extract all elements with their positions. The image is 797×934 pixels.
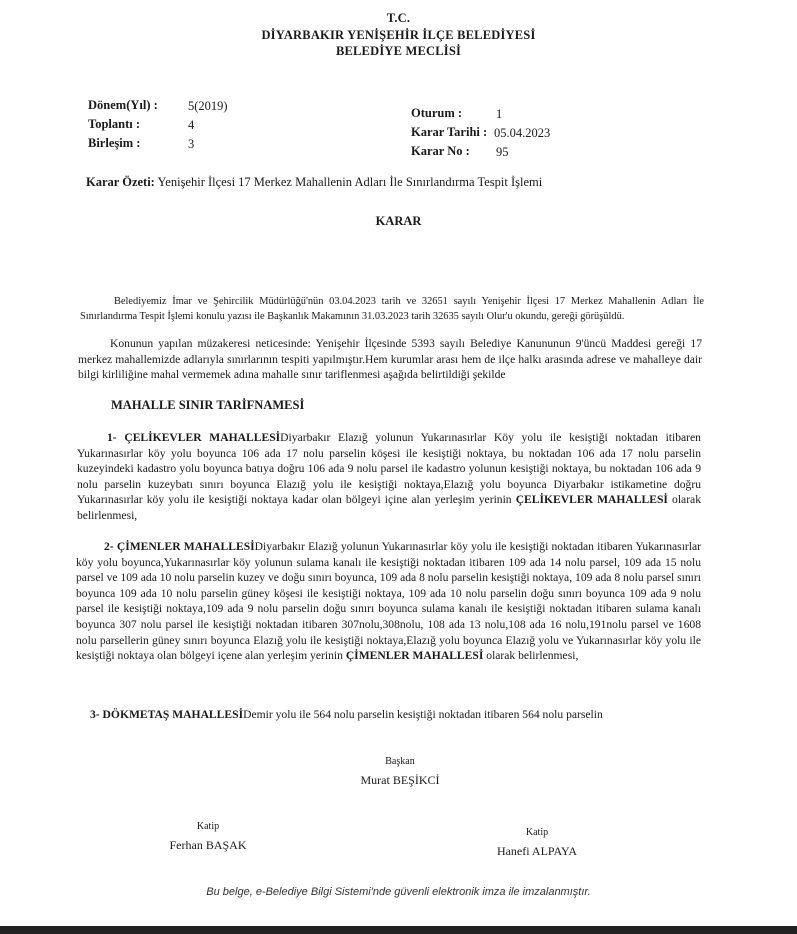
meta-session-value: 3 [188,137,195,151]
item-heading: 3- DÖKMETAŞ MAHALLESİ [90,708,244,721]
signature-role: Başkan [385,756,415,767]
e-signature-footer: Bu belge, e-Belediye Bilgi Sistemi'nde güvenli elektronik imza ile imzalanmıştır. [206,886,591,898]
signature-name: Hanefi ALPAYA [496,844,578,858]
boundary-item-celikevler [77,430,701,524]
meta-term-label: Dönem(Yıl) : [88,98,158,112]
meta-date-value: 05.04.2023 [494,126,551,140]
signature-chair [320,756,480,788]
item-text: Demir yolu ile 564 nolu parselin kesiştiği noktadan itibaren 564 nolu parselin [243,708,603,721]
item-tail: olarak belirlenmesi, [77,493,701,522]
signature-name: Murat BEŞİKCİ [360,773,440,787]
signature-clerk-2 [457,827,617,859]
header-council: BELEDİYE MECLİSİ [335,44,462,58]
bottom-bar [0,926,797,934]
boundary-item-cimenler [76,539,701,664]
signature-role: Katip [196,821,220,832]
summary-label: Karar Özeti: [86,175,155,189]
signature-clerk-1 [128,821,288,853]
signature-role: Katip [525,827,549,838]
boundary-item-dokmetas [90,707,710,723]
header-municipality: DİYARBAKIR YENİŞEHİR İLÇE BELEDİYESİ [261,28,536,42]
decision-summary [86,175,542,190]
signature-name: Ferhan BAŞAK [169,838,247,852]
item-heading: 1- ÇELİKEVLER MAHALLESİ [107,431,281,444]
meta-number-value: 95 [496,145,509,159]
summary-text: Yenişehir İlçesi 17 Merkez Mahallenin Adları İle Sınırlandırma Tespit İşlemi [157,175,543,189]
meta-sitting-value: 1 [496,107,503,121]
intro-paragraph: Belediyemiz İmar ve Şehircilik Müdürlüğü'nün 03.04.2023 tarih ve 32651 sayılı Yenişehir İlçesi 17 Merkez Mahallenin Adları İle Sınırlandırma Tespit İşlemi konulu yazısı ile Başkanlık Makamının 31.03.2023 tarih 32635 sayılı Olur'u okundu, gereği görüşüldü. [80,296,704,322]
deliberation-paragraph: Konunun yapılan müzakeresi neticesinde: Yenişehir İlçesinde 5393 sayılı Belediye Kanununun 9'üncü Maddesi gereği 17 merkez mahallemizde adlarıyla sınırlarının tespiti yapılmıştır.Hem kurumlar arası hem de ilçe halkı arasında adrese ve mahalleye dair bilgi kirliliğine mahal vermemek adına mahalle sınır tariflenmesi aşağıda belirtildiği şekilde [78,337,702,382]
item-text: Diyarbakır Elazığ yolunun Yukarınasırlar Köy yolu ile kesiştiği noktadan itibaren Yukarınasırlar köy yolu boyunca 106 ada 17 nolu parselin köşesi ile kesiştiği noktaya, bu noktadan 106 ada 17 nolu parselin kuzeyindeki kadastro yolu boyunca batıya doğru 106 ada 9 nolu parsel ile kadastro yolunun kesiştiği noktaya, bu noktadan 106 ada 9 nolu parselin kuzeybatı sınırı boyunca Elazığ yolu ile kesiştiği noktaya,Elazığ yolu boyunca Diyarbakır istikametine doğru Yukarınasırlar köy yolu ile kesiştiği noktaya kadar olan bölgeyi içine alan yerleşim yerinin [77,431,701,507]
meta-session-label: Birleşim : [88,136,141,150]
meta-number-label: Karar No : [411,144,470,158]
item-tail: olarak belirlenmesi, [486,649,579,663]
decision-title: KARAR [375,214,422,228]
meta-term-value: 5(2019) [188,99,228,113]
meta-date-label: Karar Tarihi : [411,125,488,139]
item-text: Diyarbakır Elazığ yolunun Yukarınasırlar köy yolu ile kesiştiği noktadan itibaren Yukarınasırlar köy yolu boyunca,Yukarınasırlar köy yolunun sulama kanalı ile kesiştiği noktadan itibaren 109 ada 14 nolu parsel, 109 ada 15 nolu parsel ve 109 ada 10 nolu parselin kuzey ve doğu sınırı boyunca, 109 ada 8 nolu parselin kesiştiği noktaya, 109 ada 8 nolu parsel sınırı boyunca 109 ada 10 nolu parselin güney köşesi ile kesiştiği noktaya, 109 ada 10 nolu parselin doğu sınırı boyunca 109 ada 9 nolu parsel ile kesiştiği noktaya,109 ada 9 nolu parselin doğu sınırı boyunca sulama kanalı ile kesiştiği noktadan itibaren sulama kanalı boyunca 307 nolu parsel ile kesiştiği noktadan itibaren 307nolu,308nolu, 108 ada 13 nolu,108 ada 16 nolu,191nolu parsel ve 1608 nolu parsellerin güney sınırı boyunca Elazığ yolu ile kesiştiği noktaya,Elazığ yolu boyunca Elazığ yolu ve Yukarınasırlar köy yolu ile kesiştiği noktaya olan bölgeyi içene alan yerleşim yerinin [76,540,701,663]
meta-meeting-label: Toplantı : [88,117,140,131]
item-name-bold: ÇELİKEVLER MAHALLESİ [515,493,668,507]
meta-sitting-label: Oturum : [411,106,463,120]
item-name-bold: ÇİMENLER MAHALLESİ [345,649,484,663]
header-tc: T.C. [386,11,411,25]
item-heading: 2- ÇİMENLER MAHALLESİ [104,540,255,553]
meta-meeting-value: 4 [188,118,195,132]
section-title: MAHALLE SINIR TARİFNAMESİ [111,398,305,412]
